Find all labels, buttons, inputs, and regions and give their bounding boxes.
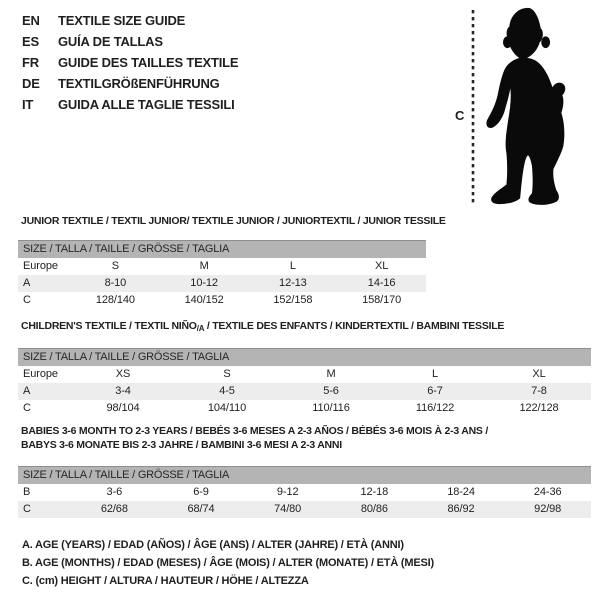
value-cell: 8-10 [104,277,127,289]
row-label: A [23,385,31,397]
footnote-legend [22,536,434,590]
value-cell: 12-13 [279,277,307,289]
babies-size-table [18,466,591,518]
junior-table-title: JUNIOR TEXTILE / TEXTIL JUNIOR/ TEXTILE JUNIOR / JUNIORTEXTIL / JUNIOR TESSILE [21,215,446,227]
value-cell: 12-18 [360,486,389,498]
value-cell: 7-8 [531,385,547,397]
value-cell: 128/140 [95,294,135,306]
height-measure-label: C [455,108,465,123]
value-cell: 98/104 [106,402,140,414]
value-cell: 110/116 [312,402,350,414]
value-cell: 6-9 [193,486,209,498]
row-label: Europe [23,260,58,272]
value-cell: 116/122 [415,402,455,414]
lang-label: GUIDA ALLE TAGLIE TESSILI [58,97,235,112]
value-cell: 104/110 [207,402,247,414]
table-row-europe [18,258,426,275]
title-line-1: BABIES 3-6 MONTH TO 2-3 YEARS / BEBÉS 3-6 MESES A 2-3 AÑOS / BÉBÉS 3-6 MOIS À 2-3 ANS / [21,425,489,437]
lang-code: FR [22,55,39,70]
table-row-age-months [18,484,591,501]
size-cell: L [431,368,439,380]
lang-row-de [22,73,238,94]
lang-row-fr [22,52,238,73]
size-header-bar: SIZE / TALLA / TAILLE / GRÖSSE / TAGLIA [18,466,591,484]
value-cell: 9-12 [276,486,299,498]
size-header-bar: SIZE / TALLA / TAILLE / GRÖSSE / TAGLIA [18,348,591,366]
row-label: C [23,402,31,414]
value-cell: 140/152 [184,294,224,306]
junior-size-table [18,240,426,309]
row-label: C [23,294,31,306]
title-rest: / TEXTILE DES ENFANTS / KINDERTEXTIL / BAMBINI TESSILE [204,320,505,332]
value-cell: 14-16 [367,277,396,289]
size-cell: S [223,368,231,380]
size-cell: L [289,260,296,272]
value-cell: 68/74 [187,503,215,515]
value-cell: 122/128 [519,402,559,414]
value-cell: 86/92 [447,503,475,515]
value-cell: 6-7 [427,385,443,397]
size-cell: M [326,368,336,380]
lang-label: GUÍA DE TALLAS [58,34,163,49]
row-label: C [23,503,31,515]
value-cell: 92/98 [534,503,562,515]
lang-code: IT [22,97,34,112]
value-cell: 80/86 [360,503,388,515]
language-title-list [22,10,238,115]
children-size-table [18,348,591,417]
title-line-2: BABYS 3-6 MONATE BIS 2-3 JAHRE / BAMBINI 3-6 MESI A 2-3 ANNI [21,439,342,451]
value-cell: 10-12 [190,277,218,289]
size-cell: XL [532,368,546,380]
lang-code: DE [22,76,40,91]
table-row-age [18,275,426,292]
lang-label: TEXTILGRÖßENFÜHRUNG [58,76,220,91]
row-label: Europe [23,368,58,380]
title-main: CHILDREN'S TEXTILE / TEXTIL NIÑO [21,320,197,332]
size-header-bar: SIZE / TALLA / TAILLE / GRÖSSE / TAGLIA [18,240,426,258]
size-cell: S [111,260,119,272]
table-row-age [18,383,591,400]
value-cell: 152/158 [273,294,313,306]
row-label: A [23,277,31,289]
footnote-b: B. AGE (MONTHS) / EDAD (MESES) / ÂGE (MOIS) / ALTER (MONATE) / ETÀ (MESI) [22,557,434,569]
lang-row-en [22,10,238,31]
value-cell: 3-6 [106,486,123,498]
table-row-europe [18,366,591,383]
lang-code: EN [22,13,40,28]
value-cell: 18-24 [447,486,475,498]
row-label: B [23,486,31,498]
lang-row-es [22,31,238,52]
value-cell: 4-5 [219,385,235,397]
value-cell: 158/170 [362,294,402,306]
table-row-height [18,400,591,417]
lang-row-it [22,94,238,115]
lang-label: GUIDE DES TAILLES TEXTILE [58,55,239,70]
value-cell: 74/80 [274,503,302,515]
table-row-height [18,292,426,309]
lang-code: ES [22,34,39,49]
babies-table-title [21,424,581,452]
table-row-height [18,501,591,518]
footnote-a: A. AGE (YEARS) / EDAD (AÑOS) / ÂGE (ANS) / ALTER (JAHRE) / ETÀ (ANNI) [22,539,404,551]
value-cell: 62/68 [100,503,128,515]
baby-silhouette [476,4,580,210]
value-cell: 24-36 [533,486,562,498]
value-cell: 3-4 [115,385,131,397]
size-cell: XL [374,260,389,272]
size-cell: M [199,260,209,272]
title-subscript: /A [196,324,205,333]
footnote-c: C. (cm) HEIGHT / ALTURA / HAUTEUR / HÖHE / ALTEZZA [22,575,309,587]
children-table-title [21,320,504,333]
size-cell: XS [115,368,131,380]
lang-label: TEXTILE SIZE GUIDE [58,13,186,28]
value-cell: 5-6 [323,385,339,397]
